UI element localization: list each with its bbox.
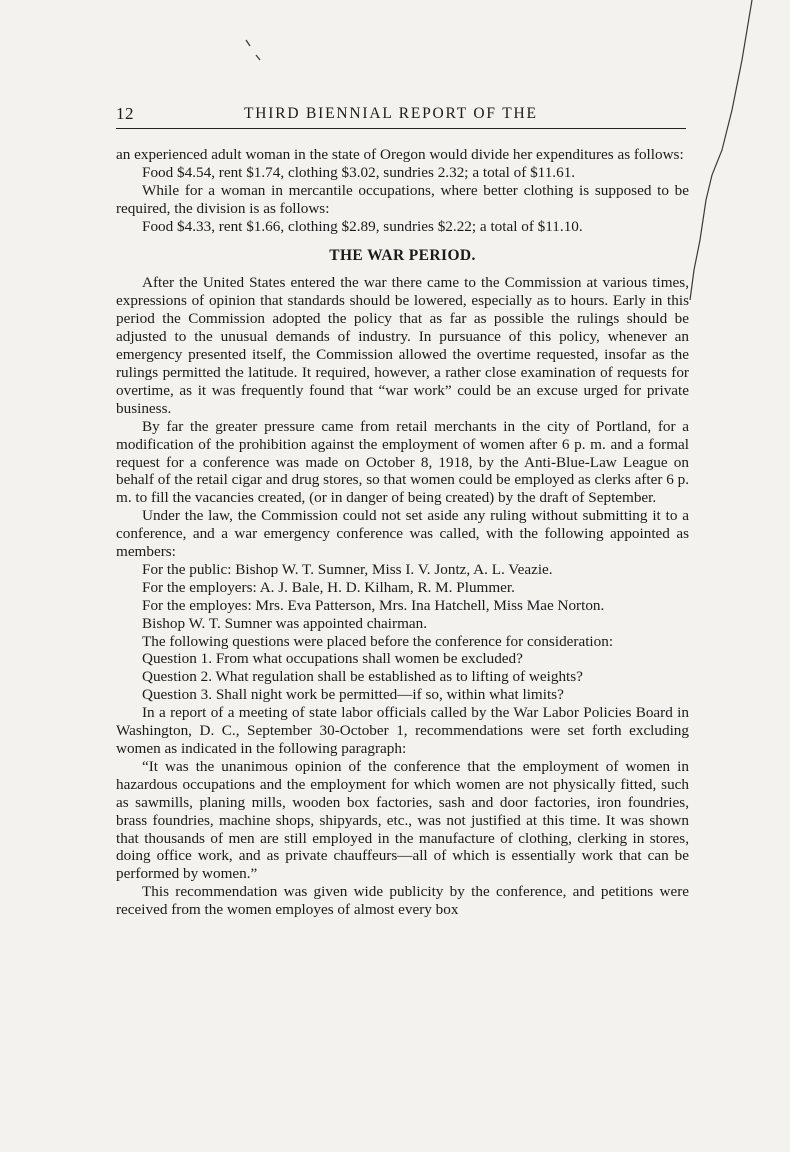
paragraph: By far the greater pressure came from retail merchants in the city of Portland, for a modification of the prohibition against the employment of women after 6 p. m. and a formal request for a conference was made on October 8, 1918, by the Anti-Blue-Law League on behalf of the retail cigar and drug stores, so that women could be employed as clerks after 6 p. m. to fill the vacancies created, (or in danger of being created) by the draft of September. — [116, 417, 689, 507]
question-item: Question 3. Shall night work be permitted—if so, within what limits? — [142, 686, 564, 704]
paragraph: The following questions were placed before the conference for consideration: — [142, 632, 614, 650]
paragraph: After the United States entered the war there came to the Commission at various times, expressions of opinion that standards should be lowered, especially as to hours. Early in this period the Commission adopted the policy that as far as possible the rulings should be adjusted to the unusual demands of industry. In pursuance of this policy, whenever an emergency presented itself, the Commission allowed the overtime requested, insofar as the rulings permitted the latitude. It required, however, a rather close examination of requests for overtime, as it was frequently found that “war work” could be an excuse urged for private business. — [116, 274, 689, 417]
question-item: Question 2. What regulation shall be established as to lifting of weights? — [142, 668, 583, 686]
paragraph: an experienced adult woman in the state of Oregon would divide her expenditures as follows: — [116, 146, 684, 163]
paragraph: In a report of a meeting of state labor officials called by the War Labor Policies Board in Washington, D. C., September 30-October 1, recommendations were set forth excluding women as indicated in the following paragraph: — [116, 704, 689, 757]
paragraph: Under the law, the Commission could not set aside any ruling without submitting it to a conference, and a war emergency conference was called, with the following appointed as members: — [116, 507, 689, 561]
paragraph: While for a woman in mercantile occupations, where better clothing is supposed to be required, the division is as follows: — [116, 181, 689, 217]
quotation: “It was the unanimous opinion of the conference that the employment of women in hazardous occupations and the employment for which women are not physically fitted, such as sawmills, planing mills, wooden box factories, sash and door factories, iron foundries, brass foundries, machine shops, shipyards, etc., was not justified at this time. It was shown that thousands of men are still employed in the manufacture of clothing, clerking in stores, doing office work, and as private chauffeurs—all of which is essentially work that can be performed by women.” — [116, 757, 689, 883]
paragraph: Food $4.33, rent $1.66, clothing $2.89, sundries $2.22; a total of $11.10. — [142, 217, 583, 235]
member-list-item: For the public: Bishop W. T. Sumner, Miss I. V. Jontz, A. L. Veazie. — [142, 560, 553, 578]
page-header — [116, 104, 686, 129]
paragraph: Food $4.54, rent $1.74, clothing $3.02, sundries 2.32; a total of $11.61. — [142, 163, 576, 181]
member-list-item: For the employers: A. J. Bale, H. D. Kilham, R. M. Plummer. — [142, 578, 515, 596]
paragraph: Bishop W. T. Sumner was appointed chairman. — [142, 614, 428, 632]
section-heading: THE WAR PERIOD. — [329, 246, 476, 264]
member-list-item: For the employes: Mrs. Eva Patterson, Mrs. Ina Hatchell, Miss Mae Norton. — [142, 596, 605, 614]
page-body — [116, 146, 689, 919]
paragraph: This recommendation was given wide publicity by the conference, and petitions were received from the women employes of almost every box — [116, 883, 689, 919]
question-item: Question 1. From what occupations shall women be excluded? — [142, 650, 523, 668]
page-number: 12 — [116, 104, 134, 123]
running-head: THIRD BIENNIAL REPORT OF THE — [244, 105, 538, 122]
